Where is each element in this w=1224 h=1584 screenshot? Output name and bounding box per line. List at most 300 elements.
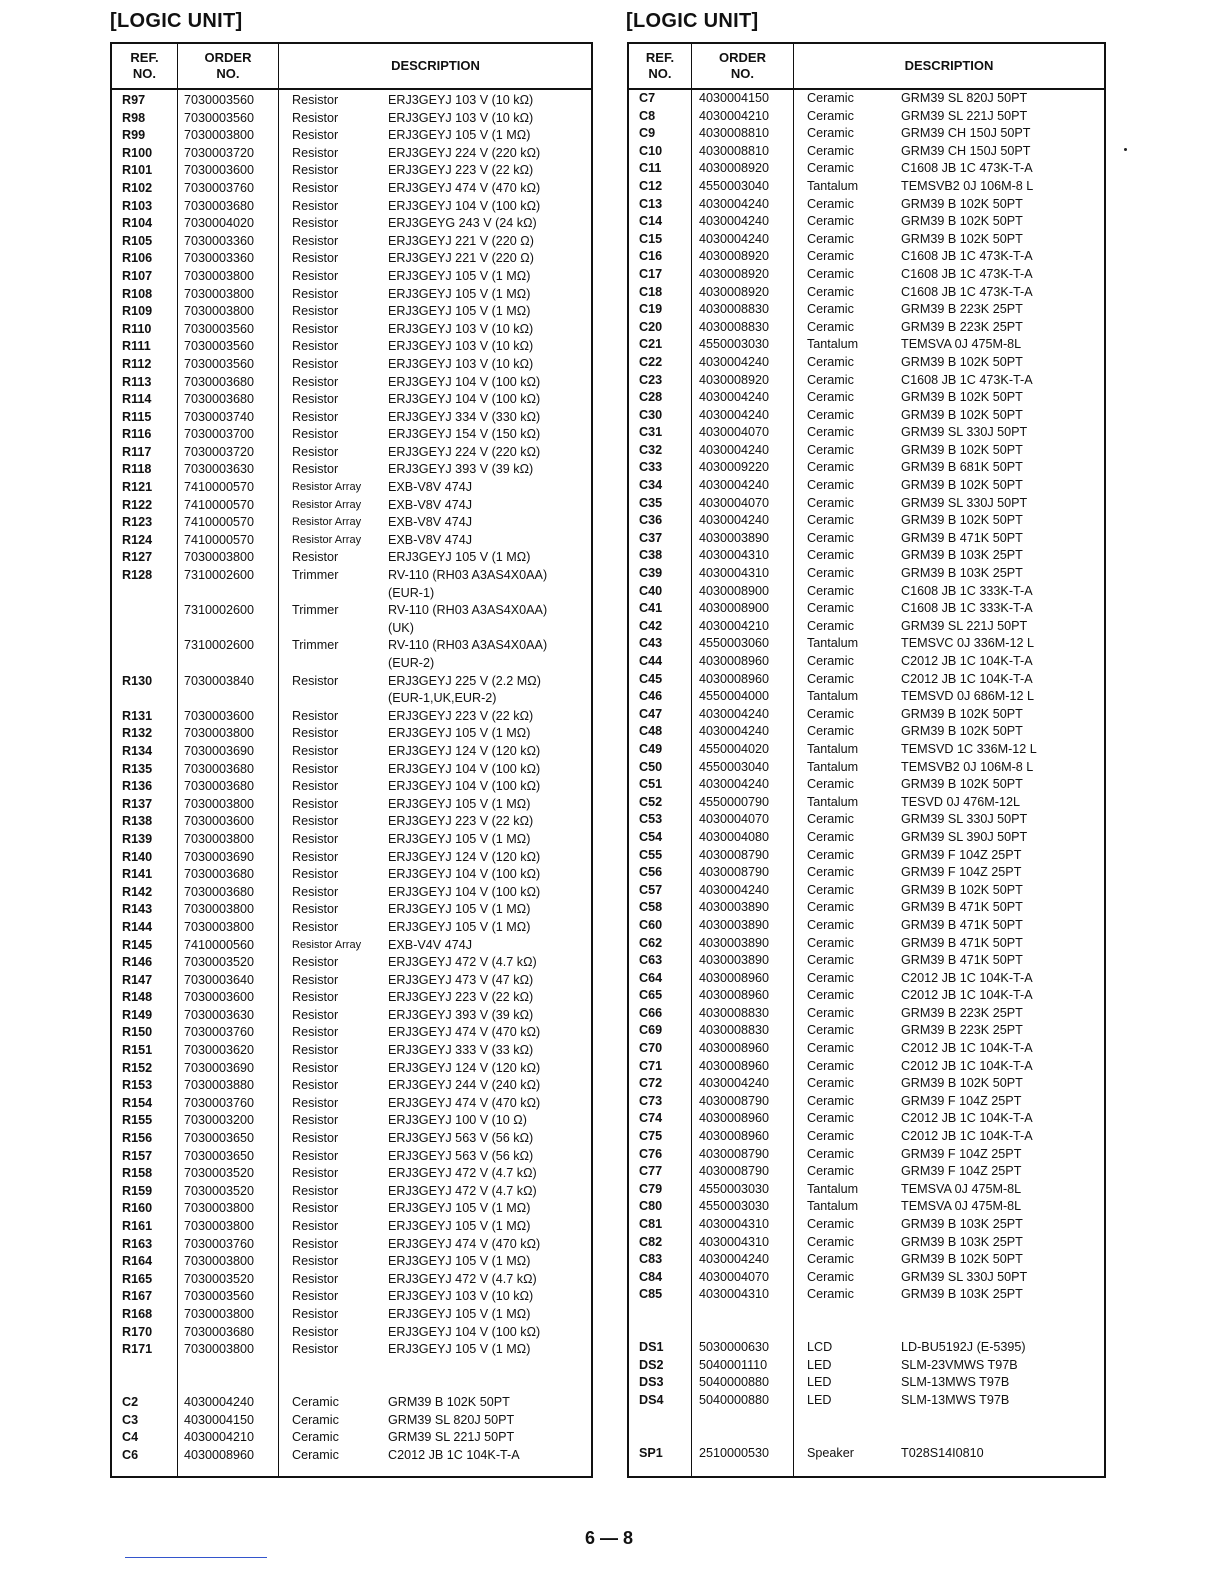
table-row — [112, 866, 591, 884]
ref-no: R144 — [122, 919, 153, 934]
table-row — [629, 319, 1104, 337]
ref-no: C58 — [639, 900, 663, 915]
table-row — [112, 162, 591, 180]
ref-no: R103 — [122, 198, 153, 213]
part-type: Ceramic — [807, 953, 854, 968]
part-spec: GRM39 B 471K 50PT — [901, 953, 1023, 968]
order-no: 4030004240 — [699, 231, 770, 246]
part-type: Tantalum — [807, 741, 859, 756]
part-type: Ceramic — [807, 478, 854, 493]
part-type: Resistor — [292, 919, 339, 934]
order-no: 4030008790 — [699, 847, 770, 862]
part-spec: GRM39 B 102K 50PT — [388, 1394, 510, 1409]
order-no: 7030003200 — [184, 1113, 255, 1128]
part-type: Resistor Array — [292, 516, 362, 529]
part-type: Resistor — [292, 93, 339, 107]
part-spec: GRM39 B 223K 25PT — [901, 302, 1023, 317]
part-spec: C2012 JB 1C 104K-T-A — [901, 1111, 1033, 1126]
order-no: 4030008960 — [699, 1111, 770, 1126]
ref-no: C84 — [639, 1269, 663, 1284]
order-no: 7030003680 — [184, 198, 255, 213]
part-spec: GRM39 SL 330J 50PT — [901, 425, 1028, 440]
ref-no: R101 — [122, 163, 153, 178]
order-no: 4030008960 — [699, 1129, 770, 1144]
table-row — [112, 1447, 591, 1465]
order-no: 7030003680 — [184, 884, 255, 899]
part-type: Ceramic — [807, 91, 854, 105]
table-row — [112, 1324, 591, 1342]
part-spec: GRM39 B 102K 50PT — [901, 196, 1023, 211]
order-no: 7030003620 — [184, 1043, 255, 1058]
part-spec: ERJ3GEYJ 225 V (2.2 MΩ) — [388, 673, 541, 688]
order-no: 4030008960 — [699, 671, 770, 686]
part-spec: GRM39 B 102K 50PT — [901, 407, 1023, 422]
table-row — [629, 1093, 1104, 1111]
part-spec: GRM39 B 102K 50PT — [901, 1076, 1023, 1091]
part-spec: C2012 JB 1C 104K-T-A — [901, 671, 1033, 686]
ref-no: R111 — [122, 339, 151, 354]
order-no: 7030003760 — [184, 1236, 255, 1251]
part-type: Resistor — [292, 673, 339, 688]
table-row — [112, 180, 591, 198]
table-row — [629, 1198, 1104, 1216]
part-type: Ceramic — [807, 548, 854, 563]
part-spec: T028S14I0810 — [901, 1445, 984, 1460]
part-spec: ERJ3GEYJ 244 V (240 kΩ) — [388, 1078, 541, 1093]
table-row — [629, 143, 1104, 161]
part-spec: GRM39 B 102K 50PT — [901, 1252, 1023, 1267]
part-type: Resistor — [292, 955, 339, 970]
part-type: Resistor — [292, 1148, 339, 1163]
order-no: 4550004020 — [699, 741, 770, 756]
right-unit-title: [LOGIC UNIT] — [626, 10, 759, 32]
order-no: 7030003760 — [184, 1025, 255, 1040]
part-spec: GRM39 F 104Z 25PT — [901, 847, 1022, 862]
order-no: 7030003680 — [184, 761, 255, 776]
ref-no: C85 — [639, 1287, 663, 1302]
table-row — [112, 708, 591, 726]
table-row — [629, 372, 1104, 390]
ref-no: R106 — [122, 251, 153, 266]
table-row — [629, 811, 1104, 829]
order-no: 4030004240 — [699, 442, 770, 457]
ref-no: DS2 — [639, 1357, 664, 1372]
order-no: 4030008790 — [699, 1093, 770, 1108]
part-spec: ERJ3GEYJ 393 V (39 kΩ) — [388, 1007, 534, 1022]
table-row — [112, 972, 591, 990]
part-spec: GRM39 B 102K 50PT — [901, 777, 1023, 792]
part-spec: GRM39 SL 390J 50PT — [901, 829, 1028, 844]
part-type: Ceramic — [807, 917, 854, 932]
part-type: Ceramic — [807, 284, 854, 299]
order-no: 5040000880 — [699, 1392, 770, 1407]
part-type: Resistor — [292, 743, 339, 758]
ref-no: R122 — [122, 497, 153, 512]
part-spec: ERJ3GEYJ 472 V (4.7 kΩ) — [388, 1183, 537, 1198]
part-spec: GRM39 SL 820J 50PT — [901, 91, 1028, 105]
part-type: Resistor — [292, 392, 339, 407]
ref-no: R154 — [122, 1095, 153, 1110]
table-row — [629, 935, 1104, 953]
order-no: 4030004240 — [699, 882, 770, 897]
part-spec: ERJ3GEYJ 104 V (100 kΩ) — [388, 374, 541, 389]
part-type: Ceramic — [807, 266, 854, 281]
part-type: Ceramic — [807, 214, 854, 229]
part-spec: ERJ3GEYJ 104 V (100 kΩ) — [388, 392, 541, 407]
part-type: Resistor — [292, 128, 339, 143]
part-spec: C2012 JB 1C 104K-T-A — [388, 1447, 520, 1462]
order-no: 4550003040 — [699, 759, 770, 774]
part-type: Resistor — [292, 1113, 339, 1128]
table-row — [112, 338, 591, 356]
part-spec: GRM39 B 103K 25PT — [901, 1217, 1023, 1231]
part-spec: (EUR-2) — [388, 656, 435, 670]
order-no: 7030003560 — [184, 321, 255, 336]
order-no: 7030003360 — [184, 251, 255, 266]
part-spec: ERJ3GEYJ 104 V (100 kΩ) — [388, 1324, 541, 1339]
part-spec: GRM39 B 471K 50PT — [901, 530, 1023, 545]
order-no: 7030003600 — [184, 708, 255, 723]
table-row — [629, 1128, 1104, 1146]
part-type: Resistor — [292, 1271, 339, 1286]
header-description: DESCRIPTION — [904, 58, 994, 73]
part-type: Ceramic — [292, 1394, 339, 1409]
part-type: Resistor — [292, 339, 339, 354]
part-type: Ceramic — [807, 583, 854, 598]
part-spec: TEMSVD 1C 336M-12 L — [901, 741, 1037, 756]
part-type: Ceramic — [807, 865, 854, 880]
ref-no: R135 — [122, 761, 153, 776]
table-row — [629, 706, 1104, 724]
table-row — [112, 215, 591, 233]
part-spec: ERJ3GEYJ 223 V (22 kΩ) — [388, 708, 534, 723]
part-type: Ceramic — [807, 566, 854, 581]
part-type: Resistor — [292, 902, 339, 917]
ref-no: C76 — [639, 1146, 663, 1161]
part-spec: GRM39 B 471K 50PT — [901, 935, 1023, 950]
order-no: 4030003890 — [699, 953, 770, 968]
left-unit-title: [LOGIC UNIT] — [110, 10, 243, 32]
ref-no: C19 — [639, 302, 663, 317]
table-row — [112, 567, 591, 585]
ref-no: R107 — [122, 268, 153, 283]
header-ref-no: REF. NO. — [645, 50, 675, 81]
table-row — [629, 495, 1104, 513]
ref-no: R143 — [122, 902, 153, 917]
part-spec: ERJ3GEYJ 104 V (100 kΩ) — [388, 761, 541, 776]
part-type: LCD — [807, 1340, 833, 1355]
part-spec: C1608 JB 1C 333K-T-A — [901, 601, 1033, 616]
part-spec: GRM39 B 102K 50PT — [901, 390, 1023, 405]
ref-no: C38 — [639, 548, 663, 563]
part-spec: ERJ3GEYJ 103 V (10 kΩ) — [388, 356, 534, 371]
order-no: 4030004310 — [699, 1217, 770, 1231]
order-no: 4030008960 — [699, 654, 770, 668]
part-type: Resistor — [292, 1289, 339, 1304]
part-spec: ERJ3GEYJ 105 V (1 MΩ) — [388, 304, 531, 319]
order-no: 7030003800 — [184, 286, 255, 301]
ref-no: C3 — [122, 1412, 139, 1427]
part-type: Resistor — [292, 304, 339, 319]
part-spec: ERJ3GEYJ 474 V (470 kΩ) — [388, 1095, 541, 1110]
part-spec: ERJ3GEYJ 472 V (4.7 kΩ) — [388, 1271, 537, 1286]
part-spec: SLM-13MWS T97B — [901, 1375, 1010, 1390]
part-type: Resistor — [292, 761, 339, 776]
table-row — [112, 813, 591, 831]
part-spec: GRM39 B 102K 50PT — [901, 706, 1023, 721]
order-no: 7310002600 — [184, 638, 255, 653]
ref-no: C9 — [639, 126, 656, 141]
header-order-no: ORDER NO. — [204, 50, 252, 81]
part-type: Ceramic — [807, 1164, 854, 1179]
spacer-row — [629, 1304, 1104, 1322]
ref-no: R116 — [122, 427, 152, 442]
ref-no: R141 — [122, 867, 153, 882]
order-no: 7030003600 — [184, 163, 255, 178]
order-no: 7030003640 — [184, 972, 255, 987]
part-spec: GRM39 B 103K 25PT — [901, 548, 1023, 563]
table-row — [629, 160, 1104, 178]
table-row — [112, 796, 591, 814]
table-row — [112, 268, 591, 286]
part-spec: GRM39 B 103K 25PT — [901, 566, 1023, 581]
part-spec: ERJ3GEYJ 105 V (1 MΩ) — [388, 1306, 531, 1321]
part-spec: ERJ3GEYJ 103 V (10 kΩ) — [388, 339, 534, 354]
part-type: Tantalum — [807, 636, 859, 651]
part-type: Ceramic — [807, 654, 854, 668]
part-type: Ceramic — [807, 601, 854, 616]
order-no: 7030003630 — [184, 462, 255, 477]
ref-no: C46 — [639, 689, 663, 704]
part-spec: ERJ3GEYJ 154 V (150 kΩ) — [388, 427, 541, 442]
part-type: Resistor — [292, 286, 339, 301]
table-row — [112, 497, 591, 515]
ref-no: C77 — [639, 1164, 663, 1179]
part-spec: GRM39 B 102K 50PT — [901, 513, 1023, 528]
table-row — [112, 250, 591, 268]
part-spec: TEMSVA 0J 475M-8L — [901, 1199, 1022, 1214]
ref-no: C42 — [639, 618, 663, 633]
ref-no: R132 — [122, 726, 153, 741]
part-spec: LD-BU5192J (E-5395) — [901, 1340, 1026, 1355]
table-row — [629, 671, 1104, 689]
part-type: Resistor — [292, 1078, 339, 1093]
part-spec: ERJ3GEYJ 104 V (100 kΩ) — [388, 198, 541, 213]
order-no: 7030003800 — [184, 726, 255, 741]
ref-no: R118 — [122, 462, 152, 477]
ref-no: C62 — [639, 935, 663, 950]
order-no: 7030003800 — [184, 268, 255, 283]
table-row — [112, 673, 591, 691]
table-row — [112, 1165, 591, 1183]
order-no: 4030004240 — [699, 478, 770, 493]
part-spec: ERJ3GEYJ 472 V (4.7 kΩ) — [388, 1166, 537, 1181]
table-row — [112, 356, 591, 374]
part-spec: GRM39 B 102K 50PT — [901, 724, 1023, 739]
order-no: 4030004310 — [699, 1234, 770, 1249]
ref-no: R160 — [122, 1201, 153, 1216]
part-type: Resistor — [292, 251, 339, 266]
table-row — [629, 1146, 1104, 1164]
part-spec: RV-110 (RH03 A3AS4X0AA) — [388, 638, 548, 653]
part-type: Ceramic — [807, 530, 854, 545]
ref-no: R98 — [122, 110, 146, 125]
right-parts-table — [627, 42, 1106, 1478]
table-row — [112, 145, 591, 163]
part-spec: ERJ3GEYG 243 V (24 kΩ) — [388, 216, 537, 231]
part-spec: EXB-V8V 474J — [388, 515, 473, 530]
order-no: 4030003890 — [699, 530, 770, 545]
part-type: Ceramic — [807, 425, 854, 440]
order-no: 4550003030 — [699, 337, 770, 352]
order-no: 7030003520 — [184, 1166, 255, 1181]
table-row — [112, 690, 591, 708]
part-type: Ceramic — [807, 900, 854, 915]
ref-no: R148 — [122, 990, 153, 1005]
part-type: Ceramic — [807, 108, 854, 123]
part-type: Resistor — [292, 1324, 339, 1339]
table-row — [629, 759, 1104, 777]
table-row — [112, 919, 591, 937]
table-row — [112, 286, 591, 304]
order-no: 4030004240 — [699, 706, 770, 721]
part-type: Ceramic — [292, 1447, 339, 1462]
table-row — [629, 1269, 1104, 1287]
table-row — [629, 354, 1104, 372]
part-type: Resistor — [292, 444, 339, 459]
ref-no: C16 — [639, 249, 663, 264]
ref-no: C50 — [639, 759, 663, 774]
part-spec: TEMSVA 0J 475M-8L — [901, 1181, 1022, 1196]
part-spec: GRM39 SL 330J 50PT — [901, 812, 1028, 827]
order-no: 7030003560 — [184, 110, 255, 125]
ref-no: C56 — [639, 865, 663, 880]
order-no: 5040001110 — [699, 1357, 768, 1372]
part-type: Ceramic — [807, 390, 854, 405]
order-no: 2510000530 — [699, 1445, 770, 1460]
order-no: 7030003630 — [184, 1007, 255, 1022]
part-spec: EXB-V8V 474J — [388, 480, 473, 495]
table-row — [629, 231, 1104, 249]
table-row — [629, 829, 1104, 847]
part-spec: ERJ3GEYJ 221 V (220 Ω) — [388, 251, 534, 266]
ref-no: R157 — [122, 1148, 153, 1163]
part-type: Ceramic — [807, 1058, 854, 1073]
part-type: Ceramic — [807, 988, 854, 1003]
ref-no: R151 — [122, 1043, 153, 1058]
spacer-row — [629, 1410, 1104, 1428]
ref-no: C66 — [639, 1005, 663, 1020]
part-type: Tantalum — [807, 178, 859, 193]
table-row — [112, 1306, 591, 1324]
table-row — [629, 1286, 1104, 1304]
ref-no: R128 — [122, 568, 153, 583]
ref-no: C73 — [639, 1093, 663, 1108]
table-row — [629, 530, 1104, 548]
part-spec: GRM39 SL 330J 50PT — [901, 495, 1028, 510]
part-type: Resistor — [292, 1060, 339, 1075]
order-no: 4550003030 — [699, 1181, 770, 1196]
order-no: 7030003650 — [184, 1148, 255, 1163]
table-row — [112, 637, 591, 655]
ref-no: C74 — [639, 1111, 663, 1126]
part-type: Resistor — [292, 972, 339, 987]
part-spec: C2012 JB 1C 104K-T-A — [901, 1041, 1033, 1056]
part-spec: C2012 JB 1C 104K-T-A — [901, 654, 1033, 668]
part-type: Ceramic — [807, 1093, 854, 1108]
ref-no: C8 — [639, 108, 656, 123]
part-type: Ceramic — [807, 1146, 854, 1161]
part-type: Ceramic — [807, 1234, 854, 1249]
part-spec: C1608 JB 1C 473K-T-A — [901, 284, 1033, 299]
table-row — [112, 444, 591, 462]
table-row — [629, 1251, 1104, 1269]
ref-no: C63 — [639, 953, 663, 968]
part-spec: ERJ3GEYJ 103 V (10 kΩ) — [388, 93, 534, 107]
part-spec: ERJ3GEYJ 334 V (330 kΩ) — [388, 409, 541, 424]
table-row — [629, 1075, 1104, 1093]
part-spec: ERJ3GEYJ 105 V (1 MΩ) — [388, 286, 531, 301]
order-no: 4030004150 — [699, 91, 770, 105]
order-no: 7030003680 — [184, 392, 255, 407]
order-no: 7030003520 — [184, 955, 255, 970]
ref-no: C65 — [639, 988, 663, 1003]
ref-no: R117 — [122, 444, 152, 459]
part-type: Resistor — [292, 796, 339, 811]
part-type: Ceramic — [807, 1023, 854, 1038]
table-row — [629, 1058, 1104, 1076]
part-spec: GRM39 B 102K 50PT — [901, 442, 1023, 457]
table-row — [112, 937, 591, 955]
order-no: 7410000570 — [184, 497, 255, 512]
part-type: Resistor — [292, 884, 339, 899]
part-type: Resistor — [292, 462, 339, 477]
order-no: 4030004080 — [699, 829, 770, 844]
ref-no: R142 — [122, 884, 153, 899]
part-spec: GRM39 F 104Z 25PT — [901, 1164, 1022, 1179]
order-no: 7030003560 — [184, 339, 255, 354]
part-spec: TEMSVC 0J 336M-12 L — [901, 636, 1034, 651]
part-spec: ERJ3GEYJ 105 V (1 MΩ) — [388, 1342, 531, 1357]
ref-no: C82 — [639, 1234, 663, 1249]
part-type: Ceramic — [807, 354, 854, 369]
ref-no: C49 — [639, 741, 663, 756]
part-type: Ceramic — [807, 161, 854, 176]
order-no: 7030003800 — [184, 1201, 255, 1216]
part-type: Tantalum — [807, 759, 859, 774]
part-spec: ERJ3GEYJ 124 V (120 kΩ) — [388, 743, 541, 758]
part-type: Resistor Array — [292, 498, 362, 511]
order-no: 7030003800 — [184, 1219, 255, 1233]
part-spec: GRM39 B 102K 50PT — [901, 231, 1023, 246]
ref-no: R124 — [122, 532, 153, 547]
ref-no: C36 — [639, 513, 663, 528]
part-type: Resistor — [292, 1025, 339, 1040]
order-no: 7310002600 — [184, 603, 255, 618]
order-no: 4030008960 — [184, 1447, 255, 1462]
ref-no: C35 — [639, 495, 663, 510]
part-spec: (EUR-1) — [388, 585, 435, 600]
part-type: Resistor — [292, 1043, 339, 1058]
part-spec: ERJ3GEYJ 333 V (33 kΩ) — [388, 1043, 534, 1058]
ref-no: R104 — [122, 216, 153, 231]
part-type: Resistor — [292, 145, 339, 160]
part-spec: GRM39 B 103K 25PT — [901, 1287, 1023, 1302]
table-row — [112, 620, 591, 638]
part-spec: GRM39 B 471K 50PT — [901, 917, 1023, 932]
part-spec: C1608 JB 1C 473K-T-A — [901, 249, 1033, 264]
ref-no: R123 — [122, 515, 153, 530]
